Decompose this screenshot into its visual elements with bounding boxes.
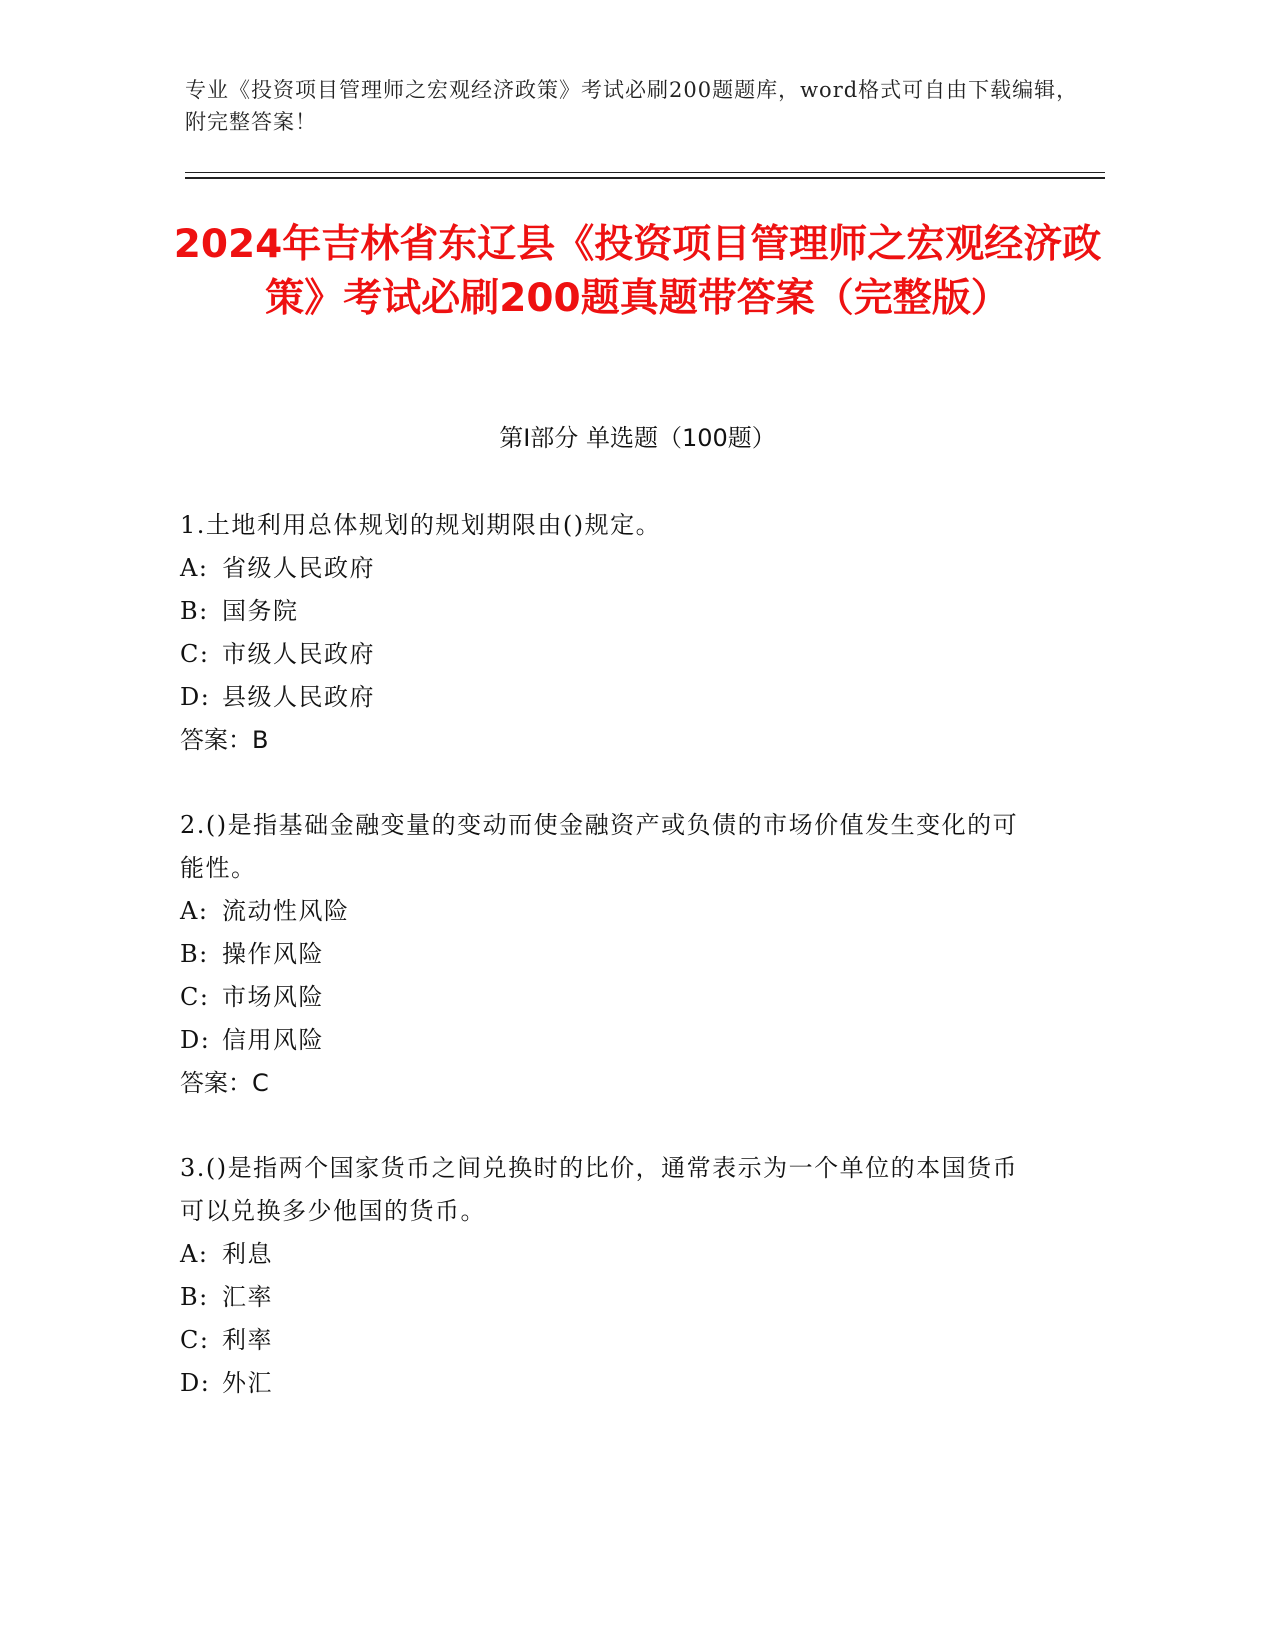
option-letter: A: xyxy=(180,1240,209,1268)
header-divider xyxy=(185,172,1105,173)
option-d xyxy=(180,1019,1020,1062)
option-d xyxy=(180,1362,1020,1405)
question-stem: 2.()是指基础金融变量的变动而使金融资产或负债的市场价值发生变化的可能性。 xyxy=(180,811,1019,882)
option-text: 流动性风险 xyxy=(222,897,350,925)
question-3 xyxy=(180,1147,1020,1405)
option-letter: A: xyxy=(180,897,209,925)
question-list xyxy=(180,504,1020,1447)
option-letter: A: xyxy=(180,554,209,582)
option-b xyxy=(180,1276,1020,1319)
option-a xyxy=(180,547,1020,590)
option-letter: C: xyxy=(180,1326,210,1354)
option-letter: B: xyxy=(180,597,209,625)
option-letter: D: xyxy=(180,1026,211,1054)
option-text: 国务院 xyxy=(222,597,299,625)
option-text: 信用风险 xyxy=(222,1026,324,1054)
option-text: 利率 xyxy=(222,1326,273,1354)
option-c xyxy=(180,976,1020,1019)
header-note: 专业《投资项目管理师之宏观经济政策》考试必刷200题题库，word格式可自由下载编辑，附完整答案！ xyxy=(185,78,1079,134)
document-title: 2024年吉林省东辽县《投资项目管理师之宏观经济政策》考试必刷200题真题带答案（完整版） xyxy=(173,222,1102,321)
option-letter: D: xyxy=(180,683,211,711)
answer-line: 答案：C xyxy=(180,1069,269,1097)
option-text: 利息 xyxy=(222,1240,273,1268)
option-text: 市级人民政府 xyxy=(222,640,375,668)
option-text: 省级人民政府 xyxy=(222,554,375,582)
option-text: 汇率 xyxy=(222,1283,273,1311)
option-letter: C: xyxy=(180,640,210,668)
option-letter: B: xyxy=(180,1283,209,1311)
option-c xyxy=(180,1319,1020,1362)
option-text: 县级人民政府 xyxy=(222,683,375,711)
option-text: 外汇 xyxy=(222,1369,273,1397)
question-1 xyxy=(180,504,1020,762)
option-text: 操作风险 xyxy=(222,940,324,968)
question-stem: 3.()是指两个国家货币之间兑换时的比价，通常表示为一个单位的本国货币可以兑换多少他国的货币。 xyxy=(180,1154,1019,1225)
section-title: 第Ⅰ部分 单选题（100题） xyxy=(499,424,776,452)
option-letter: D: xyxy=(180,1369,211,1397)
header-divider-thick xyxy=(185,177,1105,179)
question-2 xyxy=(180,804,1020,1105)
option-d xyxy=(180,676,1020,719)
option-letter: C: xyxy=(180,983,210,1011)
question-stem: 1.土地利用总体规划的规划期限由()规定。 xyxy=(180,511,662,539)
option-b xyxy=(180,933,1020,976)
option-letter: B: xyxy=(180,940,209,968)
option-a xyxy=(180,1233,1020,1276)
option-text: 市场风险 xyxy=(222,983,324,1011)
option-c xyxy=(180,633,1020,676)
answer-line: 答案：B xyxy=(180,726,269,754)
option-a xyxy=(180,890,1020,933)
option-b xyxy=(180,590,1020,633)
